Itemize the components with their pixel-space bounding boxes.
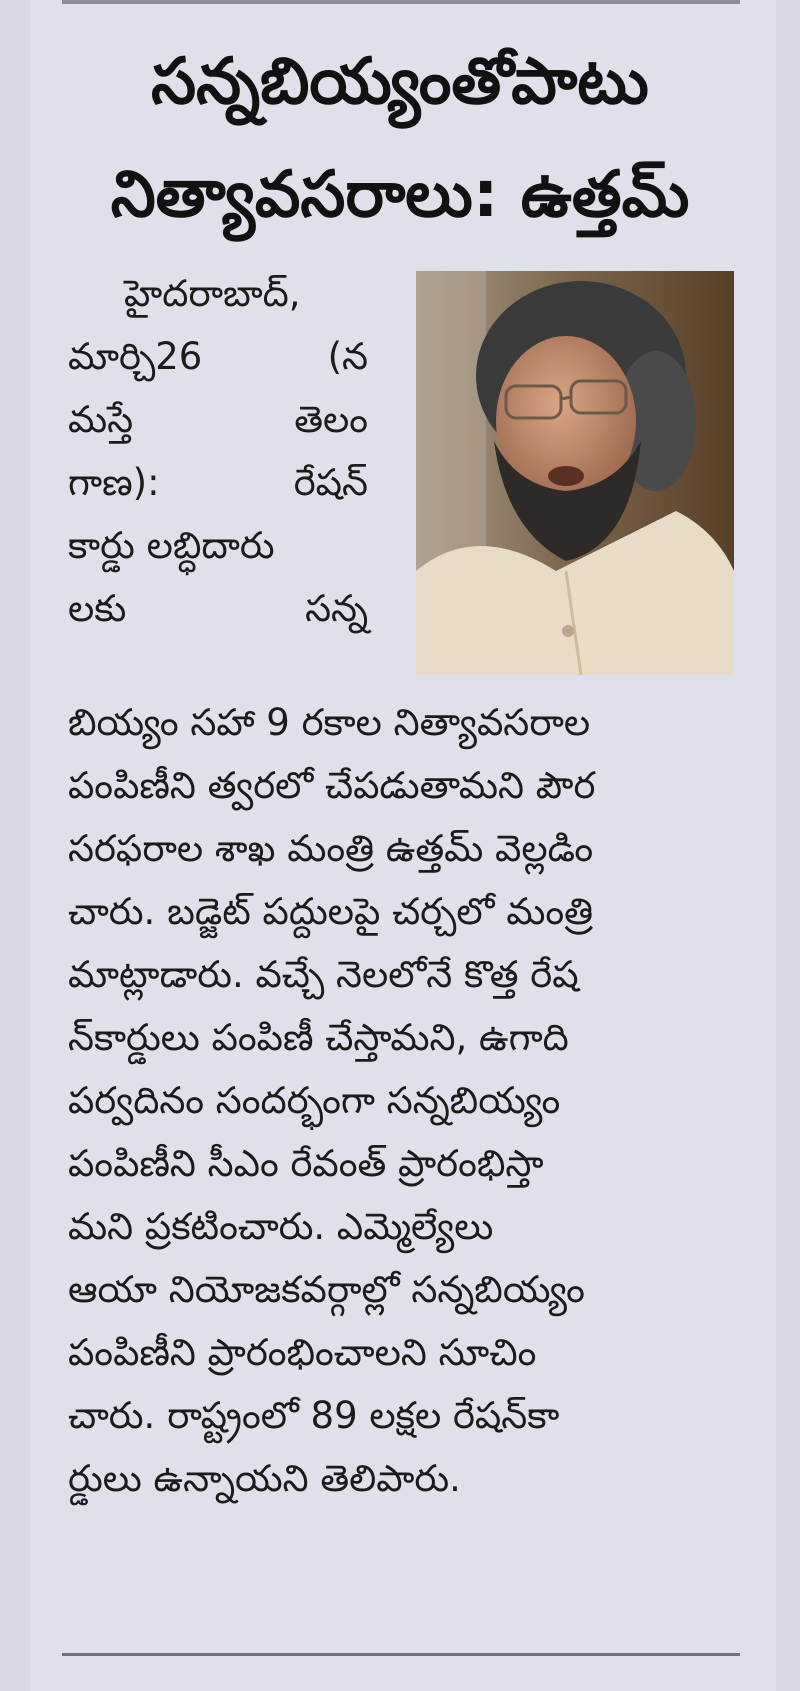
body-line-8: పంపిణీని సీఎం రేవంత్ ప్రారంభిస్తా [68,1142,544,1185]
lead-word-sanna: సన్న [305,587,368,630]
body-line-6: న్‌కార్డులు పంపిణీ చేస్తామని, ఉగాది [68,1016,569,1059]
body-line-4: చారు. బడ్జెట్ పద్దులపై చర్చలో మంత్రి [68,890,594,933]
lead-line-2 [68,581,368,637]
minister-portrait-photo [416,271,734,675]
top-rule [62,0,740,4]
bottom-rule [62,1653,740,1656]
dateline-paper-row-2 [68,392,368,448]
headline-line-2: నిత్యావసరాలు: ఉత్తమ్ [110,158,690,232]
body-line-9: మని ప్రకటించారు. ఎమ్మెల్యేలు [68,1205,494,1248]
lead-line-1: కార్డు లబ్ధిదారు [68,524,275,567]
body-line-12: చారు. రాష్ట్రంలో 89 లక్షల రేషన్‌కా [68,1394,560,1437]
dateline-paper-part-c: గాణ): [68,461,160,504]
body-line-1: బియ్యం సహా 9 రకాల నిత్యావసరాల [68,701,591,744]
body-line-2: పంపిణీని త్వరలో చేపడుతామని పౌర [68,764,596,807]
body-line-10: ఆయా నియోజకవర్గాల్లో సన్నబియ్యం [68,1268,585,1311]
body-line-3: సరఫరాల శాఖ మంత్రి ఉత్తమ్ వెల్లడిం [68,827,594,870]
dateline-paper-row-3 [68,455,368,511]
dateline-city: హైదరాబాద్, [124,272,301,315]
body-line-13: ర్డులు ఉన్నాయని తెలిపారు. [68,1457,461,1500]
dateline-paper-part-b: తెలం [294,398,368,441]
dateline-date-row [68,329,368,385]
headline-line-1: సన్నబియ్యంతోపాటు [151,45,649,119]
dateline-ration-word: రేషన్ [293,461,368,504]
lead-word-laku: లకు [68,587,127,630]
dateline-paper-open: (న [327,335,368,378]
dateline-date: మార్చి26 [68,335,203,378]
body-line-11: పంపిణీని ప్రారంభించాలని సూచిం [68,1331,537,1374]
dateline-paper-part-a: మస్తే [68,398,134,441]
body-line-7: పర్వదినం సందర్భంగా సన్నబియ్యం [68,1079,561,1122]
body-line-5: మాట్లాడారు. వచ్చే నెలలోనే కొత్త రేష [68,953,579,996]
